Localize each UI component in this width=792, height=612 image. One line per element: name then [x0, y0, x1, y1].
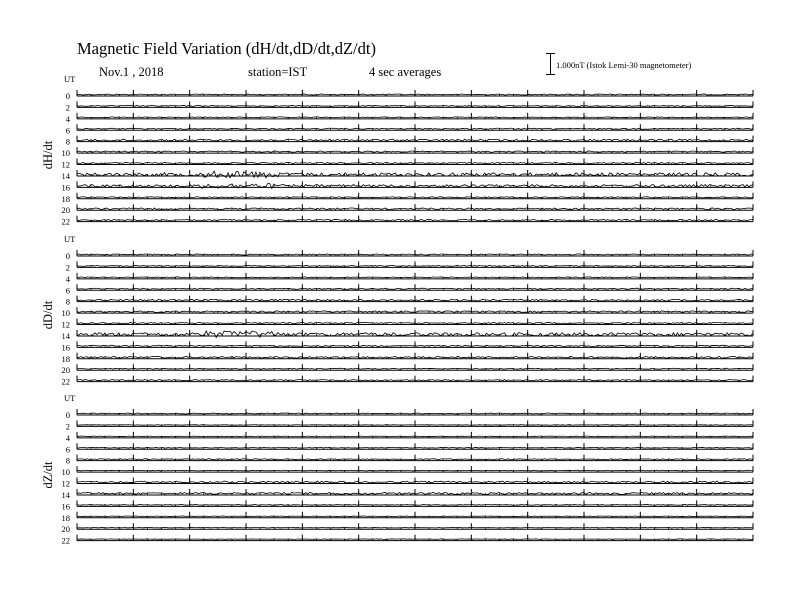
- hour-label: 16: [61, 342, 70, 353]
- hour-label: 6: [65, 285, 70, 296]
- hour-label: 2: [65, 421, 70, 432]
- panel-ylabel: dD/dt: [41, 300, 55, 330]
- hour-label: 10: [61, 148, 70, 159]
- hour-label: 8: [65, 136, 70, 147]
- hour-label: 0: [65, 410, 70, 420]
- hour-label: 12: [61, 478, 70, 489]
- hour-label: 8: [65, 296, 70, 307]
- hour-label: 4: [65, 113, 70, 124]
- hour-label: 0: [65, 91, 70, 101]
- hour-label: 0: [65, 251, 70, 261]
- hour-label: 14: [61, 170, 70, 181]
- hour-label: 22: [61, 535, 70, 546]
- ut-header: UT: [64, 234, 76, 244]
- hour-label: 6: [65, 125, 70, 136]
- hour-label: 16: [61, 182, 70, 193]
- row-trace: [77, 117, 753, 118]
- ut-header: UT: [64, 393, 76, 403]
- panel-dd-dt: [41, 234, 753, 387]
- hour-label: 14: [61, 330, 70, 341]
- hour-label: 2: [65, 262, 70, 273]
- hour-label: 12: [61, 319, 70, 330]
- hour-label: 4: [65, 273, 70, 284]
- hour-label: 4: [65, 432, 70, 443]
- hour-label: 8: [65, 455, 70, 466]
- hour-label: 14: [61, 489, 70, 500]
- hour-label: 6: [65, 444, 70, 455]
- date-label: Nov.1 , 2018: [99, 65, 164, 79]
- panel-dh-dt: [41, 74, 753, 227]
- row-trace: [77, 322, 753, 323]
- station-label: station=IST: [248, 65, 308, 79]
- ut-header: UT: [64, 74, 76, 84]
- hour-label: 18: [61, 512, 70, 523]
- panel-ylabel: dZ/dt: [41, 461, 55, 489]
- hour-label: 18: [61, 193, 70, 204]
- hour-label: 12: [61, 159, 70, 170]
- hour-label: 22: [61, 216, 70, 227]
- chart-title: Magnetic Field Variation (dH/dt,dD/dt,dZ/dt): [77, 39, 376, 58]
- averages-label: 4 sec averages: [369, 65, 442, 79]
- hour-label: 2: [65, 102, 70, 113]
- hour-label: 10: [61, 308, 70, 319]
- hour-label: 18: [61, 353, 70, 364]
- row-trace: [77, 470, 753, 471]
- hour-label: 10: [61, 467, 70, 478]
- panel-ylabel: dH/dt: [41, 140, 55, 170]
- panel-dz-dt: [41, 393, 753, 546]
- hour-label: 20: [61, 365, 70, 376]
- hour-label: 20: [61, 524, 70, 535]
- scale-label: 1.000nT (Istok Lemi-30 magnetometer): [556, 60, 692, 70]
- hour-label: 20: [61, 205, 70, 216]
- hour-label: 22: [61, 376, 70, 387]
- hour-label: 16: [61, 501, 70, 512]
